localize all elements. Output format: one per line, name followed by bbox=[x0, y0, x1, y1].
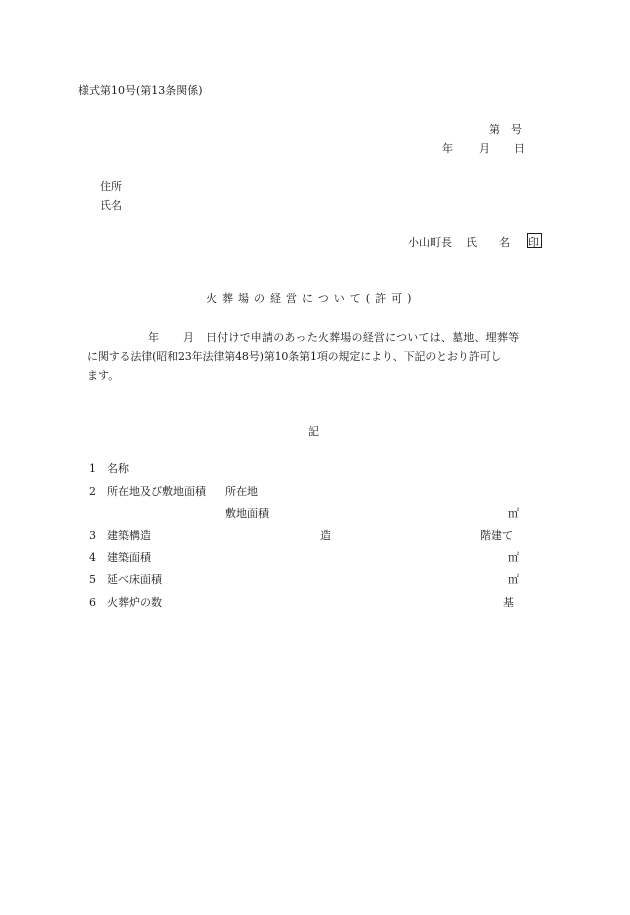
item-1-label: 名称 bbox=[107, 462, 129, 475]
date-month: 月 bbox=[479, 142, 490, 155]
seal-box bbox=[527, 233, 542, 248]
date-year: 年 bbox=[442, 142, 453, 155]
document-title: 火葬場の経営について(許可) bbox=[206, 292, 417, 305]
item-5-label: 延べ床面積 bbox=[107, 573, 162, 586]
item-6-number: 6 bbox=[89, 596, 96, 609]
item-2-number: 2 bbox=[89, 485, 96, 498]
ki-marker: 記 bbox=[308, 425, 319, 438]
body-line-2: に関する法律(昭和23年法律第48号)第10条第1項の規定により、下記のとおり許可し bbox=[87, 350, 502, 363]
body-year: 年 bbox=[148, 331, 159, 344]
document-number: 第 号 bbox=[489, 123, 522, 136]
body-line-1: 日付けで申請のあった火葬場の経営については、墓地、埋葬等 bbox=[206, 331, 520, 344]
body-month: 月 bbox=[183, 331, 194, 344]
date-day: 日 bbox=[514, 142, 525, 155]
seal-char: 印 bbox=[528, 236, 539, 249]
item-1-number: 1 bbox=[89, 462, 96, 475]
item-2-location-label: 所在地 bbox=[225, 485, 258, 498]
issuer-title: 小山町長 bbox=[408, 236, 452, 249]
item-4-unit: ㎡ bbox=[508, 551, 519, 564]
item-5-unit: ㎡ bbox=[508, 573, 519, 586]
body-line-3: ます。 bbox=[87, 369, 120, 382]
item-4-number: 4 bbox=[89, 551, 96, 564]
form-number: 様式第10号(第13条関係) bbox=[78, 84, 203, 97]
recipient-name-label: 氏名 bbox=[100, 199, 122, 212]
item-3-number: 3 bbox=[89, 529, 96, 542]
item-5-number: 5 bbox=[89, 573, 96, 586]
item-4-label: 建築面積 bbox=[107, 551, 151, 564]
item-3-unit: 階建て bbox=[480, 529, 513, 542]
issuer-name-label: 氏 名 bbox=[466, 236, 510, 249]
item-2-unit: ㎡ bbox=[508, 507, 519, 520]
item-2-label: 所在地及び敷地面積 bbox=[107, 485, 206, 498]
recipient-address-label: 住所 bbox=[100, 180, 122, 193]
item-2-site-area-label: 敷地面積 bbox=[225, 507, 269, 520]
item-6-label: 火葬炉の数 bbox=[107, 596, 162, 609]
item-6-unit: 基 bbox=[503, 596, 514, 609]
item-3-structure-suffix: 造 bbox=[320, 529, 331, 542]
item-3-label: 建築構造 bbox=[107, 529, 151, 542]
